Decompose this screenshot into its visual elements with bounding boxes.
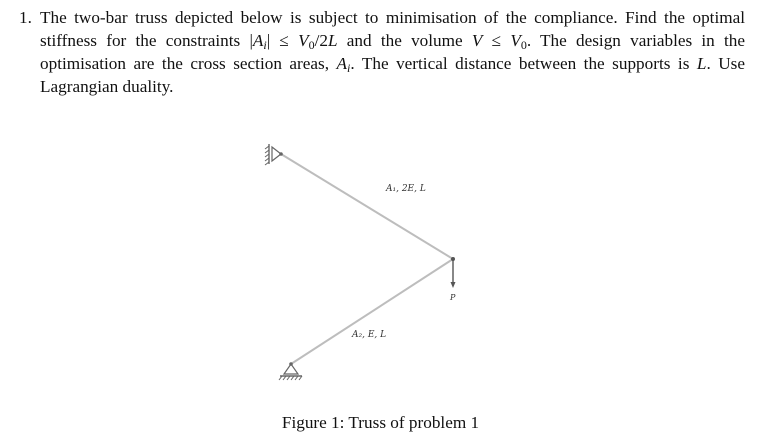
problem-statement xyxy=(19,6,745,98)
problem-text: The two-bar truss depicted below is subject to minimisation of the compliance. Find the optimal stiffness for the constraints | xyxy=(40,8,745,50)
bar-2 xyxy=(291,259,453,364)
problem-text: | ≤ xyxy=(266,31,299,50)
problem-text: . The design variables in the optimisation are the cross section areas, xyxy=(40,31,746,73)
load-label: P xyxy=(450,293,456,302)
problem-text: . Use Lagrangian duality. xyxy=(40,54,745,96)
figure-caption: Figure 1: Truss of problem 1 xyxy=(281,413,480,432)
bottom-support-icon xyxy=(279,362,302,380)
sub-i: i xyxy=(347,61,351,75)
var-v: V xyxy=(298,31,309,50)
truss-diagram xyxy=(255,136,485,391)
sub-0: 0 xyxy=(520,38,527,52)
problem-paragraph xyxy=(40,6,745,98)
var-v: V xyxy=(471,31,483,50)
truss-figure xyxy=(255,136,485,391)
problem-text: /2 xyxy=(314,31,328,50)
var-l: L xyxy=(327,31,338,50)
var-l: L xyxy=(696,54,707,73)
var-a: A xyxy=(252,31,264,50)
problem-text: . The vertical distance between the supports is xyxy=(350,54,697,73)
bar-1-label: A₁, 2E, L xyxy=(386,184,426,194)
problem-text: and the volume xyxy=(337,31,472,50)
sub-i: i xyxy=(263,38,267,52)
sub-0: 0 xyxy=(308,38,315,52)
var-a: A xyxy=(336,54,348,73)
top-support-icon xyxy=(265,144,283,165)
load-arrowhead-icon xyxy=(451,282,456,288)
problem-text: ≤ xyxy=(482,31,511,50)
bar-1 xyxy=(281,154,453,259)
bar-2-label: A₂, E, L xyxy=(352,330,387,340)
problem-number: 1. xyxy=(19,8,32,27)
var-v: V xyxy=(510,31,521,50)
